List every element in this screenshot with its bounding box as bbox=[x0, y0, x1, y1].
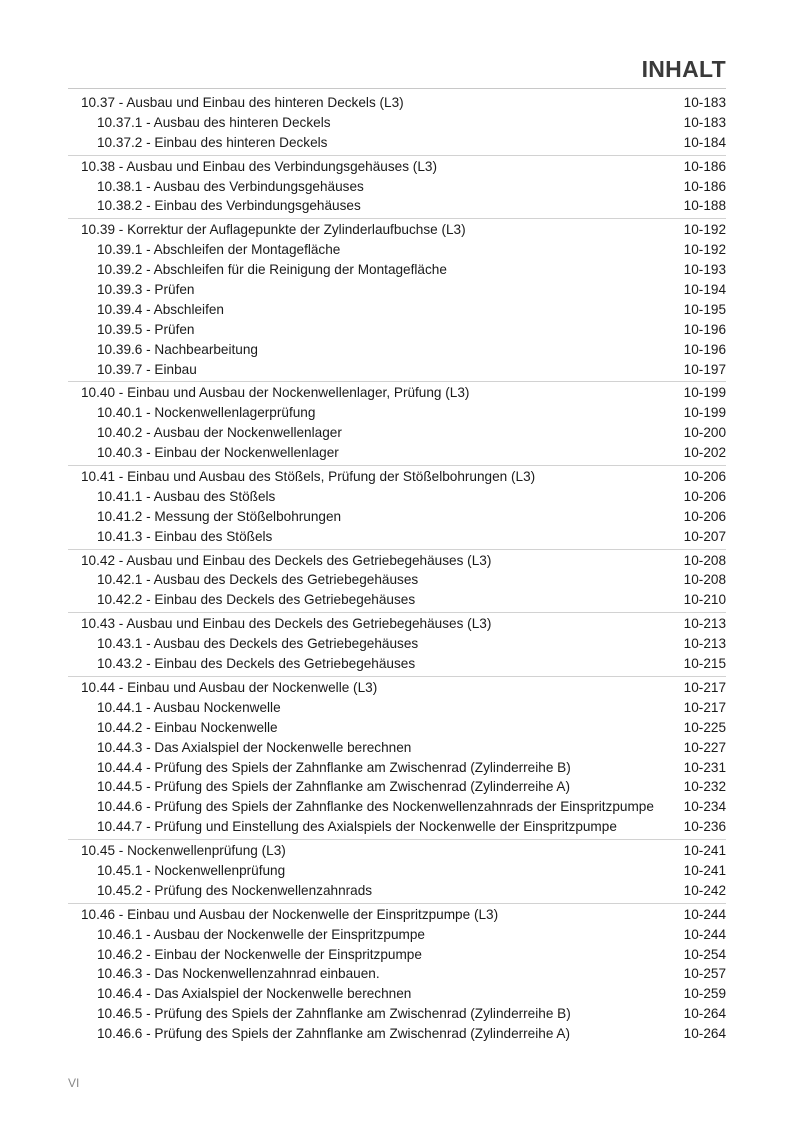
toc-entry-page: 10-196 bbox=[683, 321, 726, 337]
toc-entry-page: 10-225 bbox=[683, 719, 726, 735]
toc-subentry[interactable] bbox=[68, 240, 726, 260]
toc-section bbox=[68, 613, 726, 677]
toc-entry-page: 10-236 bbox=[683, 819, 726, 835]
toc-entry-title: 10.39.4 - Abschleifen bbox=[97, 301, 224, 317]
table-of-contents bbox=[68, 92, 726, 1046]
toc-entry-page: 10-242 bbox=[683, 882, 726, 898]
toc-entry-title: 10.39 - Korrektur der Auflagepunkte der Zylinderlaufbuchse (L3) bbox=[81, 222, 466, 238]
toc-entry-page: 10-259 bbox=[683, 986, 726, 1002]
toc-entry-page: 10-208 bbox=[683, 552, 726, 568]
toc-subentry[interactable] bbox=[68, 654, 726, 674]
toc-entry-title: 10.39.3 - Prüfen bbox=[97, 282, 195, 298]
toc-subentry[interactable] bbox=[68, 881, 726, 901]
toc-entry-title: 10.44.7 - Prüfung und Einstellung des Axialspiels der Nockenwelle der Einspritzpumpe bbox=[97, 819, 617, 835]
toc-entry-title: 10.44.6 - Prüfung des Spiels der Zahnflanke des Nockenwellenzahnrads der Einspritzpumpe bbox=[97, 799, 654, 815]
toc-section bbox=[68, 904, 726, 1046]
toc-entry-title: 10.39.5 - Prüfen bbox=[97, 321, 195, 337]
toc-entry-title: 10.44.5 - Prüfung des Spiels der Zahnflanke am Zwischenrad (Zylinderreihe A) bbox=[97, 779, 570, 795]
toc-subentry[interactable] bbox=[68, 1004, 726, 1024]
toc-subentry[interactable] bbox=[68, 984, 726, 1004]
page-title: INHALT bbox=[641, 56, 726, 82]
toc-entry-page: 10-202 bbox=[683, 445, 726, 461]
toc-entry-page: 10-227 bbox=[683, 739, 726, 755]
toc-entry-title: 10.45 - Nockenwellenprüfung (L3) bbox=[81, 843, 286, 859]
toc-entry-page: 10-199 bbox=[683, 405, 726, 421]
toc-entry-page: 10-213 bbox=[683, 636, 726, 652]
toc-entry-title: 10.43 - Ausbau und Einbau des Deckels des Getriebegehäuses (L3) bbox=[81, 616, 492, 632]
toc-section bbox=[68, 156, 726, 220]
toc-entry-title: 10.38 - Ausbau und Einbau des Verbindungsgehäuses (L3) bbox=[81, 158, 437, 174]
toc-section-heading[interactable] bbox=[68, 551, 726, 571]
toc-entry-title: 10.39.6 - Nachbearbeitung bbox=[97, 341, 258, 357]
toc-subentry[interactable] bbox=[68, 423, 726, 443]
toc-section-heading[interactable] bbox=[68, 467, 726, 487]
toc-subentry[interactable] bbox=[68, 196, 726, 216]
toc-entry-title: 10.40.1 - Nockenwellenlagerprüfung bbox=[97, 405, 316, 421]
toc-entry-title: 10.46.4 - Das Axialspiel der Nockenwelle berechnen bbox=[97, 986, 412, 1002]
toc-entry-title: 10.44.1 - Ausbau Nockenwelle bbox=[97, 699, 281, 715]
toc-entry-page: 10-213 bbox=[683, 616, 726, 632]
toc-entry-title: 10.45.2 - Prüfung des Nockenwellenzahnrads bbox=[97, 882, 373, 898]
toc-section-heading[interactable] bbox=[68, 93, 726, 113]
toc-subentry[interactable] bbox=[68, 718, 726, 738]
toc-section bbox=[68, 219, 726, 382]
toc-entry-page: 10-210 bbox=[683, 592, 726, 608]
toc-subentry[interactable] bbox=[68, 507, 726, 527]
toc-section-heading[interactable] bbox=[68, 157, 726, 177]
toc-entry-title: 10.45.1 - Nockenwellenprüfung bbox=[97, 862, 286, 878]
toc-entry-page: 10-264 bbox=[683, 1006, 726, 1022]
toc-subentry[interactable] bbox=[68, 964, 726, 984]
toc-subentry[interactable] bbox=[68, 817, 726, 837]
toc-entry-page: 10-257 bbox=[683, 966, 726, 982]
title-divider bbox=[68, 88, 726, 89]
toc-subentry[interactable] bbox=[68, 570, 726, 590]
toc-entry-page: 10-200 bbox=[683, 425, 726, 441]
toc-subentry[interactable] bbox=[68, 527, 726, 547]
toc-entry-title: 10.40.2 - Ausbau der Nockenwellenlager bbox=[97, 425, 342, 441]
toc-subentry[interactable] bbox=[68, 698, 726, 718]
toc-section-heading[interactable] bbox=[68, 383, 726, 403]
toc-entry-page: 10-217 bbox=[683, 699, 726, 715]
toc-entry-title: 10.44 - Einbau und Ausbau der Nockenwelle (L3) bbox=[81, 679, 378, 695]
toc-entry-page: 10-232 bbox=[683, 779, 726, 795]
toc-entry-page: 10-197 bbox=[683, 361, 726, 377]
toc-entry-page: 10-215 bbox=[683, 656, 726, 672]
toc-entry-title: 10.41.3 - Einbau des Stößels bbox=[97, 528, 273, 544]
toc-section bbox=[68, 382, 726, 466]
toc-subentry[interactable] bbox=[68, 634, 726, 654]
toc-entry-title: 10.38.1 - Ausbau des Verbindungsgehäuses bbox=[97, 178, 364, 194]
toc-entry-title: 10.41.1 - Ausbau des Stößels bbox=[97, 488, 276, 504]
toc-entry-title: 10.44.4 - Prüfung des Spiels der Zahnflanke am Zwischenrad (Zylinderreihe B) bbox=[97, 759, 571, 775]
toc-entry-page: 10-234 bbox=[683, 799, 726, 815]
toc-entry-page: 10-193 bbox=[683, 262, 726, 278]
toc-subentry[interactable] bbox=[68, 758, 726, 778]
toc-section bbox=[68, 840, 726, 904]
toc-entry-title: 10.42 - Ausbau und Einbau des Deckels des Getriebegehäuses (L3) bbox=[81, 552, 492, 568]
toc-subentry[interactable] bbox=[68, 113, 726, 133]
toc-entry-page: 10-206 bbox=[683, 508, 726, 524]
toc-subentry[interactable] bbox=[68, 797, 726, 817]
toc-subentry[interactable] bbox=[68, 777, 726, 797]
toc-entry-title: 10.39.7 - Einbau bbox=[97, 361, 197, 377]
toc-entry-page: 10-264 bbox=[683, 1026, 726, 1042]
toc-entry-page: 10-206 bbox=[683, 469, 726, 485]
page-number: VI bbox=[68, 1076, 80, 1090]
toc-entry-title: 10.43.1 - Ausbau des Deckels des Getriebegehäuses bbox=[97, 636, 419, 652]
toc-subentry[interactable] bbox=[68, 861, 726, 881]
toc-section bbox=[68, 550, 726, 614]
toc-subentry[interactable] bbox=[68, 945, 726, 965]
toc-entry-page: 10-241 bbox=[683, 843, 726, 859]
toc-subentry[interactable] bbox=[68, 340, 726, 360]
toc-subentry[interactable] bbox=[68, 1024, 726, 1044]
toc-entry-page: 10-199 bbox=[683, 385, 726, 401]
toc-entry-title: 10.40 - Einbau und Ausbau der Nockenwellenlager, Prüfung (L3) bbox=[81, 385, 470, 401]
toc-entry-page: 10-183 bbox=[683, 114, 726, 130]
toc-entry-title: 10.37 - Ausbau und Einbau des hinteren Deckels (L3) bbox=[81, 95, 404, 110]
toc-subentry[interactable] bbox=[68, 487, 726, 507]
toc-entry-page: 10-208 bbox=[683, 572, 726, 588]
toc-entry-title: 10.46.3 - Das Nockenwellenzahnrad einbauen. bbox=[97, 966, 380, 982]
toc-entry-page: 10-192 bbox=[683, 242, 726, 258]
toc-subentry[interactable] bbox=[68, 320, 726, 340]
toc-entry-title: 10.41 - Einbau und Ausbau des Stößels, Prüfung der Stößelbohrungen (L3) bbox=[81, 469, 536, 485]
toc-entry-title: 10.39.2 - Abschleifen für die Reinigung der Montagefläche bbox=[97, 262, 447, 278]
toc-entry-page: 10-207 bbox=[683, 528, 726, 544]
toc-entry-title: 10.42.2 - Einbau des Deckels des Getriebegehäuses bbox=[97, 592, 416, 608]
toc-entry-title: 10.46.5 - Prüfung des Spiels der Zahnflanke am Zwischenrad (Zylinderreihe B) bbox=[97, 1006, 571, 1022]
toc-section-heading[interactable] bbox=[68, 841, 726, 861]
toc-section-heading[interactable] bbox=[68, 220, 726, 240]
toc-entry-page: 10-196 bbox=[683, 341, 726, 357]
toc-entry-title: 10.41.2 - Messung der Stößelbohrungen bbox=[97, 508, 342, 524]
toc-subentry[interactable] bbox=[68, 738, 726, 758]
toc-subentry[interactable] bbox=[68, 300, 726, 320]
toc-entry-page: 10-186 bbox=[683, 158, 726, 174]
toc-subentry[interactable] bbox=[68, 360, 726, 380]
toc-section bbox=[68, 677, 726, 840]
toc-entry-page: 10-254 bbox=[683, 946, 726, 962]
toc-subentry[interactable] bbox=[68, 280, 726, 300]
toc-subentry[interactable] bbox=[68, 403, 726, 423]
toc-entry-page: 10-231 bbox=[683, 759, 726, 775]
toc-entry-title: 10.39.1 - Abschleifen der Montagefläche bbox=[97, 242, 341, 258]
toc-entry-page: 10-188 bbox=[683, 198, 726, 214]
toc-entry-page: 10-195 bbox=[683, 301, 726, 317]
toc-subentry[interactable] bbox=[68, 133, 726, 153]
toc-subentry[interactable] bbox=[68, 260, 726, 280]
toc-entry-page: 10-194 bbox=[683, 282, 726, 298]
toc-subentry[interactable] bbox=[68, 590, 726, 610]
toc-section bbox=[68, 92, 726, 156]
toc-entry-title: 10.42.1 - Ausbau des Deckels des Getriebegehäuses bbox=[97, 572, 419, 588]
toc-entry-title: 10.46.6 - Prüfung des Spiels der Zahnflanke am Zwischenrad (Zylinderreihe A) bbox=[97, 1026, 570, 1042]
toc-entry-title: 10.38.2 - Einbau des Verbindungsgehäuses bbox=[97, 198, 361, 214]
toc-entry-title: 10.46.1 - Ausbau der Nockenwelle der Einspritzpumpe bbox=[97, 926, 425, 942]
toc-entry-title: 10.37.2 - Einbau des hinteren Deckels bbox=[97, 134, 328, 150]
toc-subentry[interactable] bbox=[68, 177, 726, 197]
toc-entry-title: 10.46 - Einbau und Ausbau der Nockenwelle der Einspritzpumpe (L3) bbox=[81, 906, 499, 922]
toc-entry-title: 10.44.3 - Das Axialspiel der Nockenwelle berechnen bbox=[97, 739, 412, 755]
toc-entry-title: 10.40.3 - Einbau der Nockenwellenlager bbox=[97, 445, 339, 461]
toc-subentry[interactable] bbox=[68, 925, 726, 945]
toc-entry-page: 10-183 bbox=[683, 95, 726, 110]
toc-entry-title: 10.46.2 - Einbau der Nockenwelle der Einspritzpumpe bbox=[97, 946, 422, 962]
toc-entry-title: 10.44.2 - Einbau Nockenwelle bbox=[97, 719, 278, 735]
toc-entry-page: 10-217 bbox=[683, 679, 726, 695]
toc-subentry[interactable] bbox=[68, 443, 726, 463]
toc-entry-page: 10-192 bbox=[683, 222, 726, 238]
toc-section bbox=[68, 466, 726, 550]
toc-entry-page: 10-184 bbox=[683, 134, 726, 150]
toc-entry-page: 10-186 bbox=[683, 178, 726, 194]
toc-section-heading[interactable] bbox=[68, 678, 726, 698]
toc-entry-title: 10.37.1 - Ausbau des hinteren Deckels bbox=[97, 114, 331, 130]
toc-entry-page: 10-241 bbox=[683, 862, 726, 878]
toc-entry-page: 10-244 bbox=[683, 906, 726, 922]
toc-section-heading[interactable] bbox=[68, 905, 726, 925]
toc-entry-page: 10-244 bbox=[683, 926, 726, 942]
toc-entry-page: 10-206 bbox=[683, 488, 726, 504]
toc-entry-title: 10.43.2 - Einbau des Deckels des Getriebegehäuses bbox=[97, 656, 416, 672]
toc-section-heading[interactable] bbox=[68, 614, 726, 634]
